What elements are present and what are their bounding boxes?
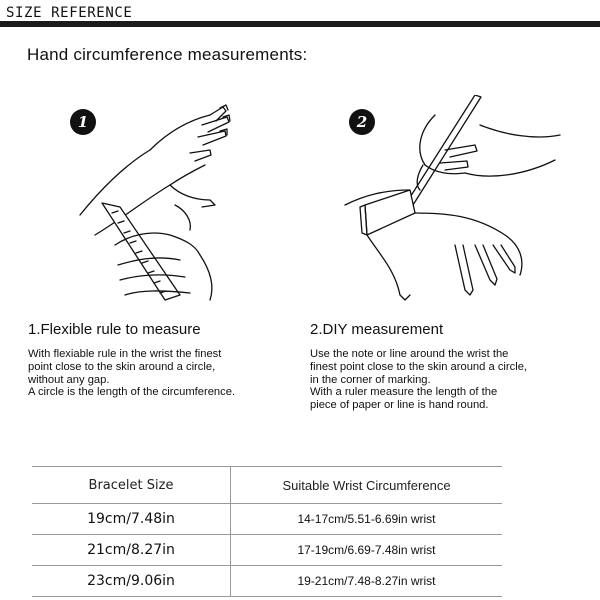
wrist-circumference-cell: 17-19cm/6.69-7.48in wrist (297, 543, 436, 557)
table-header-row (32, 466, 502, 504)
size-table (32, 466, 502, 597)
step-number-badge: 2 (349, 109, 375, 135)
step-description-line: piece of paper or line is hand round. (310, 399, 489, 412)
step-description-line: in the corner of marking. (310, 373, 431, 386)
table-row (32, 566, 502, 597)
step-description (28, 348, 308, 399)
step-number-badge: 1 (70, 109, 96, 135)
step-heading: 1.Flexible rule to measure (28, 321, 201, 338)
page-title: Hand circumference measurements: (27, 45, 308, 64)
column-header-bracelet-size: Bracelet Size (88, 477, 174, 493)
table-row (32, 535, 502, 566)
hand-with-pen-icon (305, 95, 565, 315)
wrist-tape-measure-illustration (20, 95, 280, 315)
step-description (310, 348, 590, 412)
step-description-line: finest point close to the skin around a circle, (310, 360, 528, 373)
header-divider (0, 21, 600, 27)
step-description-line: With flexiable rule in the wrist the finest (28, 348, 222, 360)
step-description-line: With a ruler measure the length of the (310, 386, 498, 399)
wrist-circumference-cell: 19-21cm/7.48-8.27in wrist (297, 574, 436, 588)
step-description-line: point close to the skin around a circle, (28, 360, 216, 373)
header (0, 0, 600, 26)
wrist-paper-strip-illustration (305, 95, 565, 315)
bracelet-size-cell: 19cm/7.48in (87, 511, 175, 527)
table-row (32, 504, 502, 535)
step-flexible-rule (20, 95, 300, 399)
step-diy-measurement (305, 95, 585, 412)
step-description-line: without any gap. (28, 373, 110, 386)
bracelet-size-cell: 21cm/8.27in (87, 542, 175, 558)
column-header-wrist-circumference: Suitable Wrist Circumference (282, 477, 451, 493)
header-title: SIZE REFERENCE (6, 5, 133, 21)
bracelet-size-cell: 23cm/9.06in (87, 573, 175, 589)
step-heading: 2.DIY measurement (310, 321, 444, 338)
step-description-line: A circle is the length of the circumference. (28, 386, 236, 399)
wrist-circumference-cell: 14-17cm/5.51-6.69in wrist (297, 512, 436, 526)
step-description-line: Use the note or line around the wrist the (310, 348, 509, 360)
hand-with-tape-icon (20, 95, 280, 315)
